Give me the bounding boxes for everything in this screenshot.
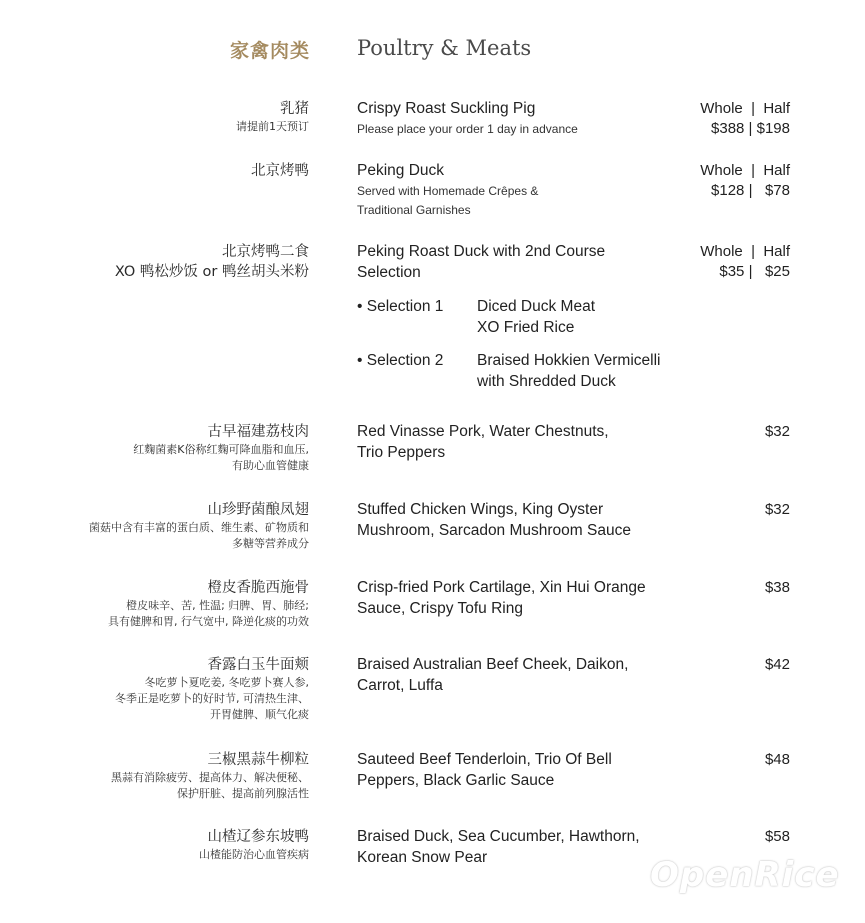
item-chinese-name: 北京烤鸭二食 XO 鸭松炒饭 or 鸭丝胡头米粉 bbox=[114, 244, 309, 280]
item-chinese-block bbox=[9, 827, 309, 863]
item-chinese-block bbox=[9, 655, 309, 723]
item-english-name: Peking Duck bbox=[357, 162, 445, 179]
item-chinese-block bbox=[9, 99, 309, 135]
item-chinese-name: 山珍野菌酿凤翅 bbox=[207, 502, 309, 518]
item-price: Whole | Half $388 | $198 bbox=[700, 100, 790, 137]
item-chinese-name: 三椒黑蒜牛柳粒 bbox=[207, 752, 309, 768]
item-chinese-note: 菌菇中含有丰富的蛋白质、维生素、矿物质和 多糖等营养成分 bbox=[89, 521, 309, 550]
item-english-name: Red Vinasse Pork, Water Chestnuts, Trio Peppers bbox=[357, 423, 609, 461]
item-english-block bbox=[357, 161, 687, 220]
item-chinese-name: 古早福建荔枝肉 bbox=[207, 424, 309, 440]
item-english-block bbox=[357, 750, 687, 791]
item-english-name: Sauteed Beef Tenderloin, Trio Of Bell Peppers, Black Garlic Sauce bbox=[357, 751, 612, 789]
selection-label: • Selection 2 bbox=[357, 352, 444, 369]
item-chinese-block bbox=[9, 500, 309, 552]
item-english-name: Crisp-fried Pork Cartilage, Xin Hui Orange Sauce, Crispy Tofu Ring bbox=[357, 579, 646, 617]
item-price: $58 bbox=[764, 828, 790, 845]
item-chinese-note: 请提前1天预订 bbox=[236, 120, 309, 133]
item-english-block bbox=[357, 422, 687, 463]
item-chinese-block bbox=[9, 750, 309, 802]
item-chinese-block bbox=[9, 578, 309, 630]
item-price: $48 bbox=[764, 751, 790, 768]
item-chinese-note: 橙皮味辛、苦, 性温; 归脾、胃、肺经; 具有健脾和胃, 行气宽中, 降逆化痰的功效 bbox=[108, 599, 309, 628]
item-english-block bbox=[357, 500, 687, 541]
item-english-name: Braised Duck, Sea Cucumber, Hawthorn, Korean Snow Pear bbox=[357, 828, 640, 866]
item-chinese-name: 乳猪 bbox=[280, 101, 309, 117]
item-english-note: Please place your order 1 day in advance bbox=[357, 121, 578, 136]
item-price: Whole | Half $128 | $78 bbox=[700, 162, 790, 199]
item-chinese-block bbox=[9, 242, 309, 282]
item-price: $38 bbox=[764, 579, 790, 596]
item-chinese-name: 香露白玉牛面颊 bbox=[207, 657, 309, 673]
item-chinese-note: 山楂能防治心血管疾病 bbox=[199, 848, 309, 861]
item-english-name: Crispy Roast Suckling Pig bbox=[357, 100, 536, 117]
item-price: $32 bbox=[764, 501, 790, 518]
selection-description: Diced Duck Meat XO Fried Rice bbox=[477, 298, 596, 336]
item-chinese-note: 红麴菌素K俗称红麴可降血脂和血压, 有助心血管健康 bbox=[133, 443, 309, 472]
item-chinese-block bbox=[9, 422, 309, 474]
item-chinese-note: 冬吃萝卜夏吃姜, 冬吃萝卜赛人参, 冬季正是吃萝卜的好时节, 可清热生津、 开胃健脾、顺气化痰 bbox=[115, 676, 309, 721]
selection-label: • Selection 1 bbox=[357, 298, 444, 315]
item-english-block bbox=[357, 827, 687, 868]
item-chinese-name: 北京烤鸭 bbox=[251, 163, 309, 179]
item-english-block bbox=[357, 242, 687, 283]
section-title-english: Poultry & Meats bbox=[357, 36, 532, 60]
item-english-block bbox=[357, 99, 687, 139]
selection-description: Braised Hokkien Vermicelli with Shredded Duck bbox=[477, 352, 661, 390]
item-chinese-block bbox=[9, 161, 309, 181]
item-price: Whole | Half $35 | $25 bbox=[700, 243, 790, 280]
item-english-block bbox=[357, 578, 687, 619]
item-english-note: Served with Homemade Crêpes & Traditional Garnishes bbox=[357, 183, 539, 217]
item-english-name: Peking Roast Duck with 2nd Course Selection bbox=[357, 243, 606, 281]
item-price: $32 bbox=[764, 423, 790, 440]
item-english-block bbox=[357, 655, 687, 696]
item-english-name: Braised Australian Beef Cheek, Daikon, Carrot, Luffa bbox=[357, 656, 629, 694]
item-chinese-name: 橙皮香脆西施骨 bbox=[207, 580, 309, 596]
item-chinese-name: 山楂辽参东坡鸭 bbox=[207, 829, 309, 845]
section-title-chinese: 家禽肉类 bbox=[229, 40, 310, 62]
item-chinese-note: 黑蒜有消除疲劳、提高体力、解决便秘、 保护肝脏、提高前列腺活性 bbox=[111, 771, 309, 800]
openrice-watermark: OpenRice bbox=[650, 855, 840, 895]
item-price: $42 bbox=[764, 656, 790, 673]
item-english-name: Stuffed Chicken Wings, King Oyster Mushroom, Sarcadon Mushroom Sauce bbox=[357, 501, 631, 539]
